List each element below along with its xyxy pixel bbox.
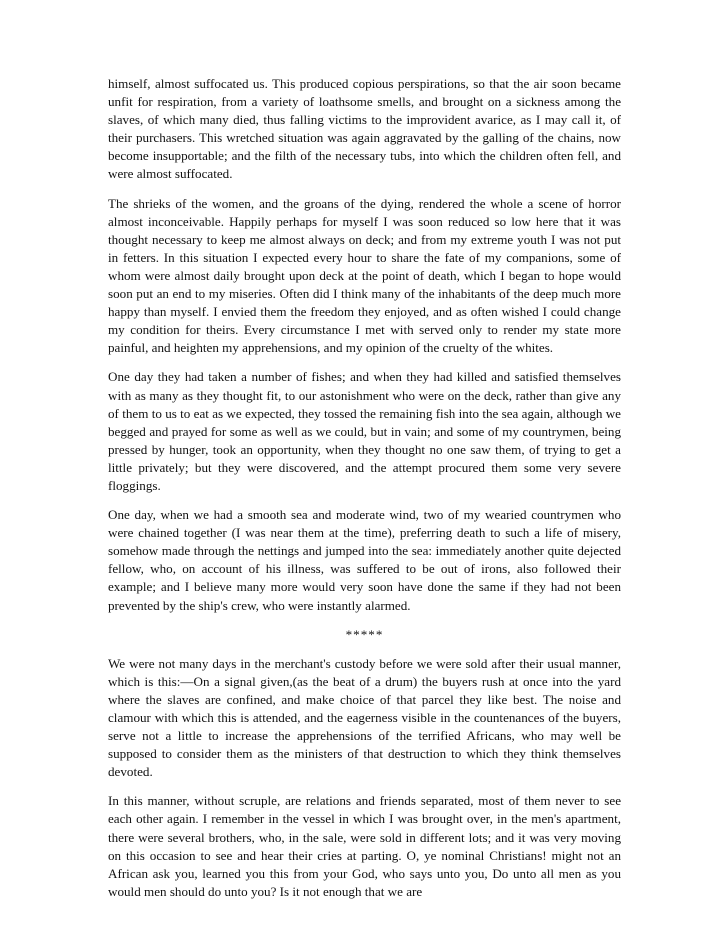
paragraph-smooth-sea: One day, when we had a smooth sea and moderate wind, two of my wearied countrymen who were chained together (I was near them at the time), preferring death to such a life of misery, somehow made through the nettings and jumped into the sea: immediately another quite dejected fellow, who, on account of his illness, was suffered to be out of irons, also followed their example; and I believe many more would very soon have done the same if they had not been prevented by the ship's crew, who were instantly alarmed. bbox=[108, 507, 621, 613]
paragraph-relations-separated: In this manner, without scruple, are relations and friends separated, most of them never to see each other again. I remember in the vessel in which I was brought over, in the men's apartment, there were several brothers, who, in the sale, were sold in different lots; and it was very moving on this occasion to see and hear their cries at parting. O, ye nominal Christians! might not an African ask you, learned you this from your God, who says unto you, Do unto all men as you would men should do unto you? Is it not enough that we are bbox=[108, 793, 621, 899]
document-page bbox=[108, 75, 621, 912]
paragraph-fishes: One day they had taken a number of fishes; and when they had killed and satisfied themselves with as many as they thought fit, to our astonishment who were on the deck, rather than give any of them to us to eat as we expected, they tossed the remaining fish into the sea again, although we begged and prayed for some as well as we could, but in vain; and some of my countrymen, being pressed by hunger, took an opportunity, when they thought no one saw them, of trying to get a little privately; but they were discovered, and the attempt procured them some very severe floggings. bbox=[108, 369, 621, 493]
paragraph-suffocation: himself, almost suffocated us. This produced copious perspirations, so that the air soon became unfit for respiration, from a variety of loathsome smells, and brought on a sickness among the slaves, of which many died, thus falling victims to the improvident avarice, as I may call it, of their purchasers. This wretched situation was again aggravated by the galling of the chains, now become insupportable; and the filth of the necessary tubs, into which the children often fell, and were almost suffocated. bbox=[108, 76, 621, 182]
paragraph-shrieks: The shrieks of the women, and the groans of the dying, rendered the whole a scene of horror almost inconceivable. Happily perhaps for myself I was soon reduced so low here that it was thought necessary to keep me almost always on deck; and from my extreme youth I was not put in fetters. In this situation I expected every hour to share the fate of my companions, some of whom were almost daily brought upon deck at the point of death, which I began to hope would soon put an end to my miseries. Often did I think many of the inhabitants of the deep much more happy than myself. I envied them the freedom they enjoyed, and as often wished I could change my condition for theirs. Every circumstance I met with served only to render my state more painful, and heighten my apprehensions, and my opinion of the cruelty of the whites. bbox=[108, 195, 621, 356]
paragraph-merchant-custody: We were not many days in the merchant's custody before we were sold after their usual manner, which is this:—On a signal given,(as the beat of a drum) the buyers rush at once into the yard where the slaves are confined, and make choice of that parcel they like best. The noise and clamour with which this is attended, and the eagerness visible in the countenances of the buyers, serve not a little to increase the apprehensions of the terrified Africans, who may well be supposed to consider them as the ministers of that destruction to which they think themselves devoted. bbox=[108, 655, 621, 780]
section-separator: ***** bbox=[345, 626, 384, 642]
